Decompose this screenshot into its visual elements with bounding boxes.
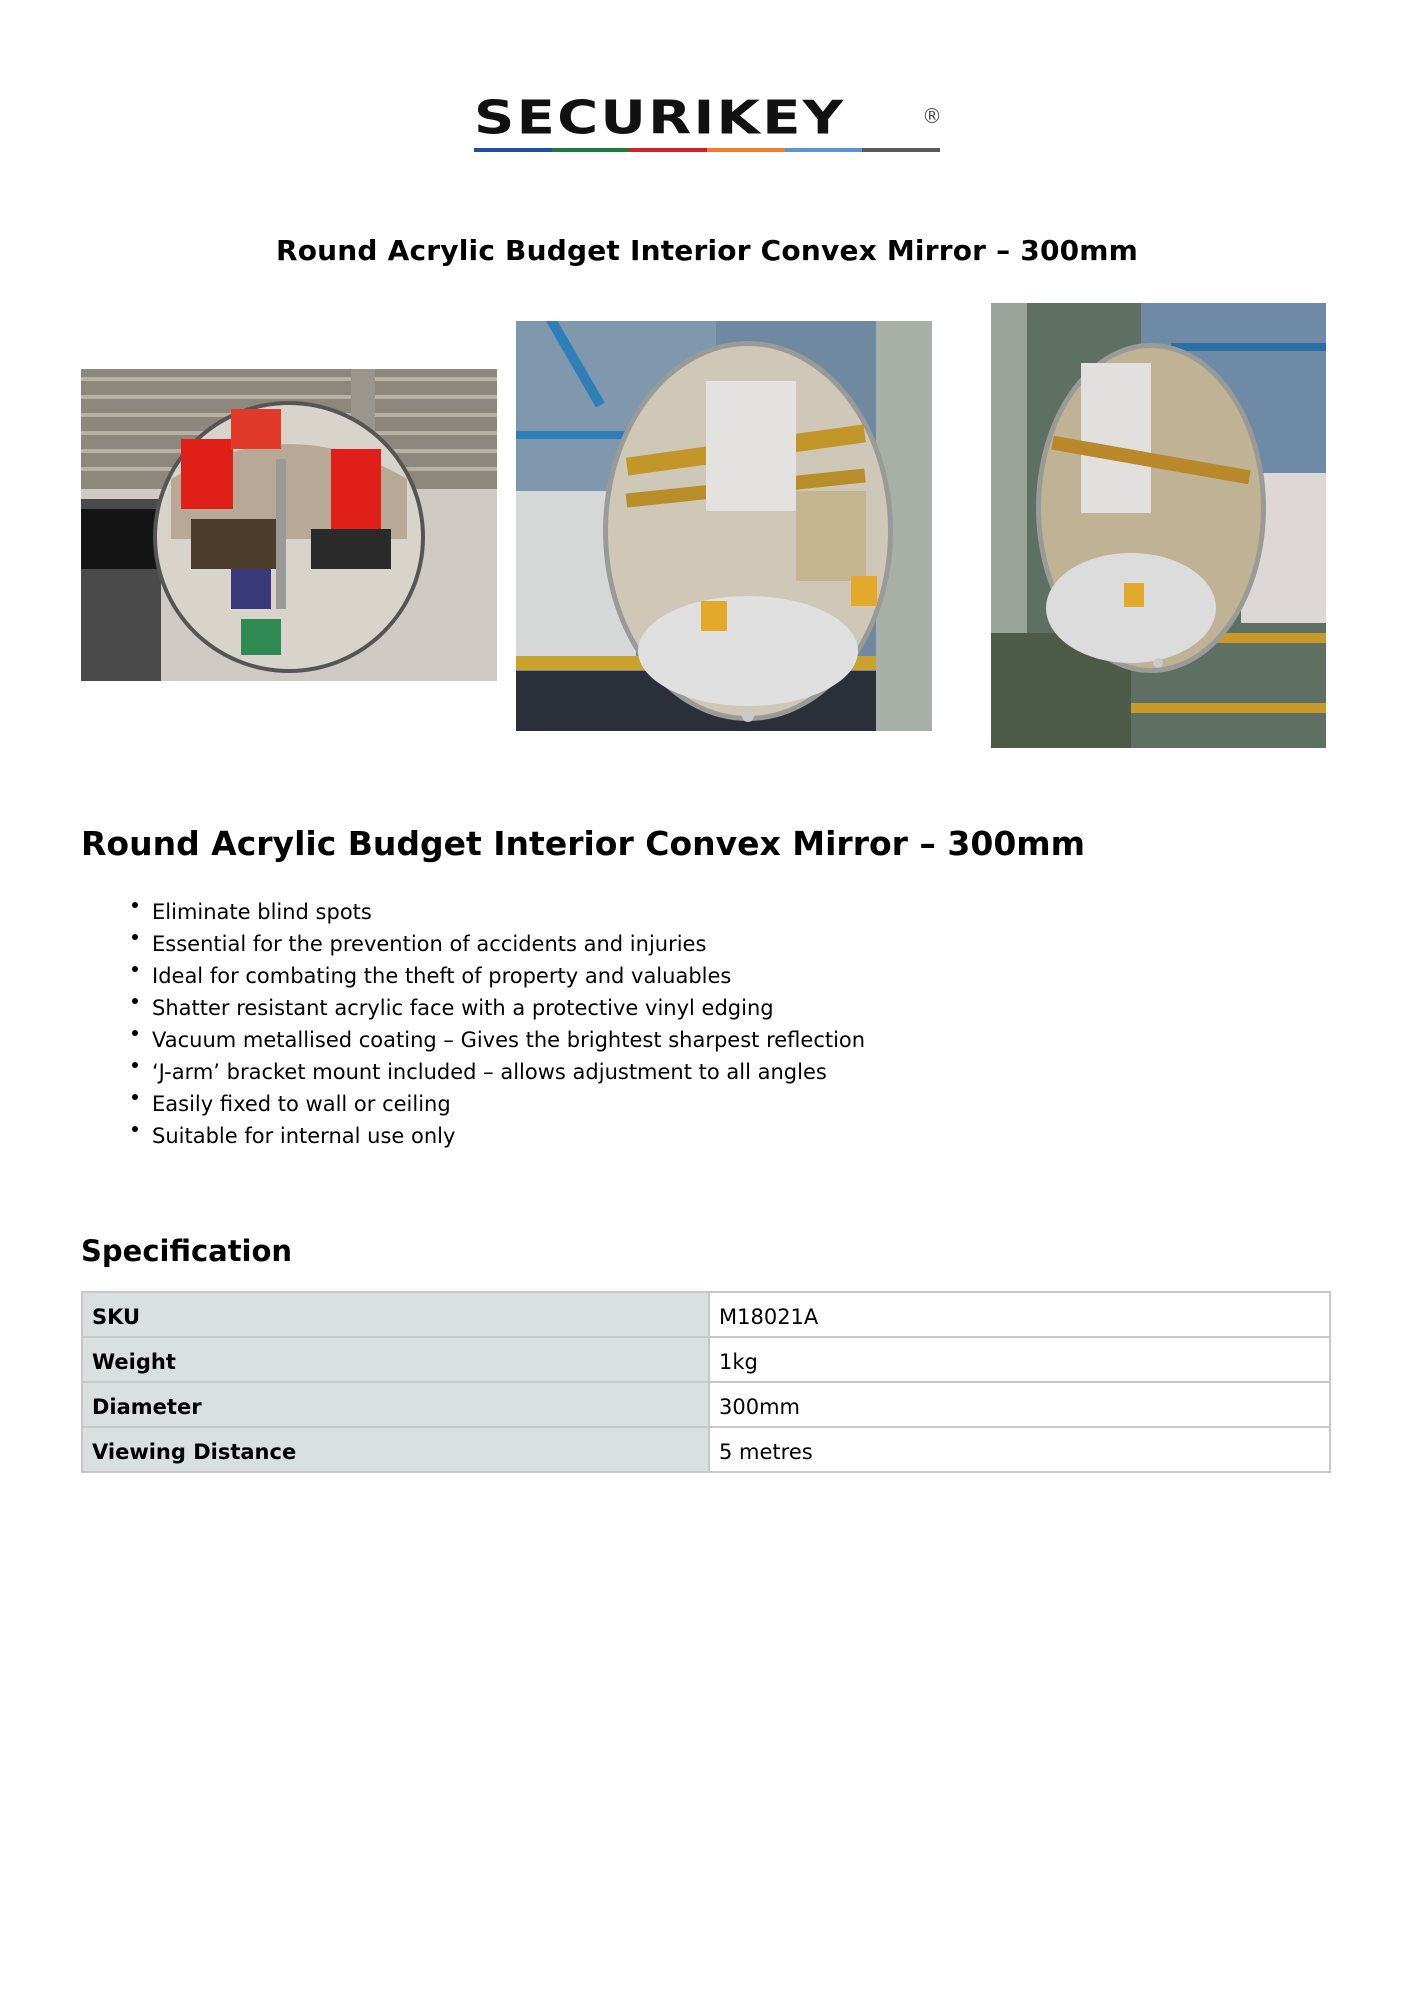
table-row	[82, 1292, 1330, 1337]
feature-item: Shatter resistant acrylic face with a protective vinyl edging	[152, 992, 865, 1024]
page-title: Round Acrylic Budget Interior Convex Mirror – 300mm	[275, 234, 1139, 267]
mirror-warehouse-image	[516, 321, 932, 731]
product-title: Round Acrylic Budget Interior Convex Mirror – 300mm	[81, 824, 1086, 863]
logo-color-stripe	[474, 148, 940, 152]
feature-item: Essential for the prevention of accidents and injuries	[152, 928, 865, 960]
spec-label-sku: SKU	[82, 1292, 709, 1337]
spec-value-diameter: 300mm	[709, 1382, 1330, 1427]
feature-item: Vacuum metallised coating – Gives the brightest sharpest reflection	[152, 1024, 865, 1056]
spec-value-sku: M18021A	[709, 1292, 1330, 1337]
feature-list	[152, 896, 865, 1152]
feature-item: Ideal for combating the theft of property and valuables	[152, 960, 865, 992]
product-photo-retail	[81, 369, 497, 681]
mirror-retail-image	[81, 369, 497, 681]
product-photo-warehouse-angle	[991, 303, 1326, 748]
spec-label-weight: Weight	[82, 1337, 709, 1382]
registered-mark: ®	[922, 104, 942, 128]
specification-table	[81, 1291, 1331, 1473]
table-row	[82, 1382, 1330, 1427]
securikey-logo	[474, 92, 940, 156]
table-row	[82, 1427, 1330, 1472]
feature-item: Easily fixed to wall or ceiling	[152, 1088, 865, 1120]
spec-label-diameter: Diameter	[82, 1382, 709, 1427]
feature-item: Suitable for internal use only	[152, 1120, 865, 1152]
feature-item: Eliminate blind spots	[152, 896, 865, 928]
spec-value-viewing-distance: 5 metres	[709, 1427, 1330, 1472]
feature-item: ‘J-arm’ bracket mount included – allows adjustment to all angles	[152, 1056, 865, 1088]
specification-heading: Specification	[81, 1234, 293, 1268]
product-photo-warehouse-front	[516, 321, 932, 731]
mirror-warehouse-angle-image	[991, 303, 1326, 748]
spec-label-viewing-distance: Viewing Distance	[82, 1427, 709, 1472]
logo-wordmark: SECURIKEY	[474, 91, 846, 145]
table-row	[82, 1337, 1330, 1382]
spec-value-weight: 1kg	[709, 1337, 1330, 1382]
